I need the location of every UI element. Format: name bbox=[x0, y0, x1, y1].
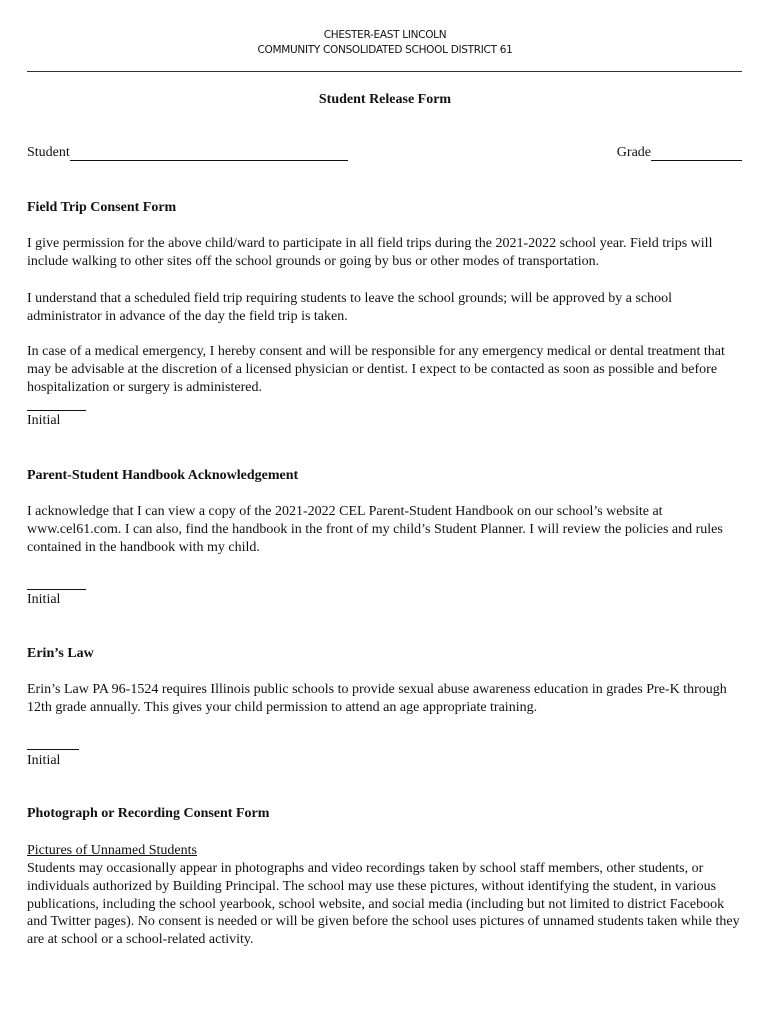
student-grade-row bbox=[27, 145, 742, 165]
field-trip-paragraph-3: In case of a medical emergency, I hereby consent and will be responsible for any emergency medical or dental treatment that may be advisable at the discretion of a licensed physician or dentist. I expect to be contacted as soon as possible and before hospitalization or surgery is administered. bbox=[27, 344, 725, 395]
district-name-line2: COMMUNITY CONSOLIDATED SCHOOL DISTRICT 61 bbox=[257, 44, 513, 56]
page-title: Student Release Form bbox=[318, 92, 452, 107]
photo-paragraph: Students may occasionally appear in photographs and video recordings taken by school staff members, other students, or individuals authorized by Building Principal. The school may use these pictures, without identifying the student, in various publications, including the school yearbook, school website, and social media (including but not limited to district Facebook and Twitter pages). No consent is needed or will be given before the school uses pictures of unnamed students taken while they are at school or a school-related activity. bbox=[27, 861, 740, 948]
handbook-heading: Parent-Student Handbook Acknowledgement bbox=[27, 468, 299, 483]
photo-subheading: Pictures of Unnamed Students bbox=[27, 843, 197, 858]
grade-field[interactable] bbox=[651, 146, 742, 161]
handbook-initial-label: Initial bbox=[27, 592, 61, 607]
header-divider bbox=[27, 71, 742, 72]
field-trip-initial-label: Initial bbox=[27, 413, 61, 428]
field-trip-heading: Field Trip Consent Form bbox=[27, 200, 177, 215]
grade-label: Grade bbox=[616, 145, 651, 160]
erins-law-paragraph: Erin’s Law PA 96-1524 requires Illinois public schools to provide sexual abuse awareness education in grades Pre-K through 12th grade annually. This gives your child permission to attend an age appropriate training. bbox=[27, 682, 727, 715]
handbook-initial-line[interactable] bbox=[27, 589, 86, 590]
grade-group bbox=[617, 145, 742, 161]
photo-consent-heading: Photograph or Recording Consent Form bbox=[27, 806, 270, 821]
student-label: Student bbox=[27, 145, 70, 160]
student-name-field[interactable] bbox=[70, 146, 348, 161]
erins-law-heading: Erin’s Law bbox=[27, 646, 94, 661]
field-trip-initial-line[interactable] bbox=[27, 410, 86, 411]
handbook-paragraph: I acknowledge that I can view a copy of the 2021-2022 CEL Parent-Student Handbook on our school’s website at www.cel61.com. I can also, find the handbook in the front of my child’s Student Planner. I will review the policies and rules contained in the handbook with my child. bbox=[27, 504, 723, 555]
erins-law-initial-line[interactable] bbox=[27, 749, 79, 750]
field-trip-paragraph-2: I understand that a scheduled field trip requiring students to leave the school grounds; will be approved by a school administrator in advance of the day the field trip is taken. bbox=[27, 291, 673, 324]
field-trip-paragraph-1: I give permission for the above child/ward to participate in all field trips during the 2021-2022 school year. Field trips will include walking to other sites off the school grounds or going by bus or other modes of transportation. bbox=[27, 236, 713, 269]
erins-law-initial-label: Initial bbox=[27, 753, 61, 768]
district-name-line1: CHESTER-EAST LINCOLN bbox=[323, 29, 447, 41]
